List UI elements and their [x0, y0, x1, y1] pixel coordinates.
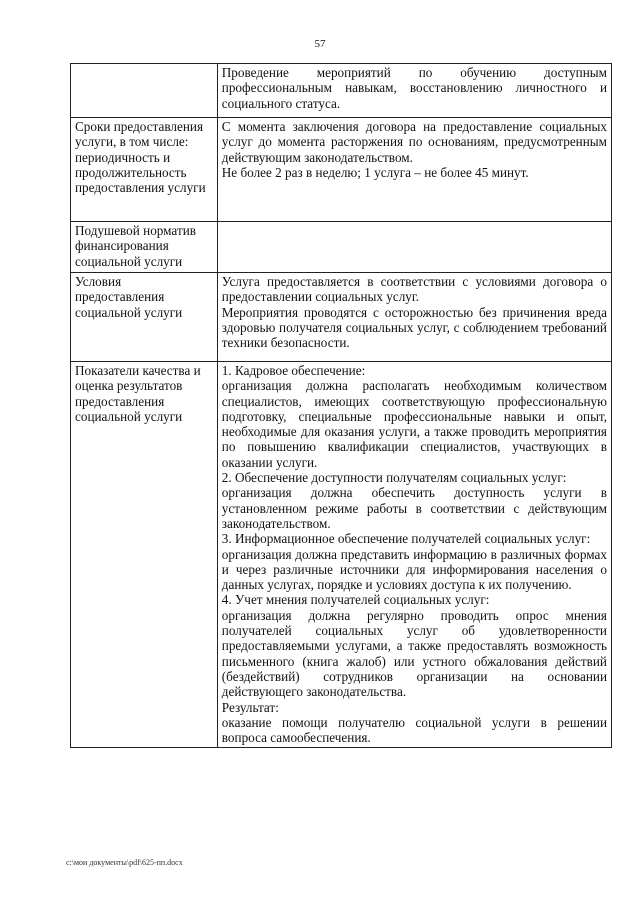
- row-label: Сроки предоставления услуги, в том числе: периодичность и продолжительность предоставления услуги: [75, 119, 206, 196]
- row-label-cell: [71, 222, 218, 273]
- cell-text: Не более 2 раз в неделю; 1 услуга – не более 45 минут.: [221, 164, 529, 180]
- row-label: Условия предоставления социальной услуги: [75, 274, 183, 320]
- cell-text: Мероприятия проводятся с осторожностью без причинения вреда здоровью получателя социальных услуг, с соблюдением требований техники безопасности.: [221, 304, 607, 351]
- row-content-cell: [217, 118, 611, 222]
- row-content-cell: [217, 222, 611, 273]
- cell-text: 2. Обеспечение доступности получателям социальных услуг:: [221, 470, 567, 486]
- cell-text: организация должна располагать необходимым количеством специалистов, имеющих соответствующую профессиональную подготовку, специальные профессиональные навыки и опыт, необходимые для оказания услуги, а также проводить мероприятия по повышению квалификации специалистов, участвующих в оказании услуги.: [221, 378, 607, 470]
- row-label-cell: [71, 362, 218, 748]
- row-content-cell: [217, 64, 611, 118]
- row-label-cell: [71, 118, 218, 222]
- table-row: [71, 362, 612, 748]
- row-label-cell: [71, 64, 218, 118]
- cell-text: С момента заключения договора на предоставление социальных услуг до момента расторжения по основаниям, предусмотренным действующим законодательством.: [221, 119, 607, 165]
- cell-text: 3. Информационное обеспечение получателей социальных услуг:: [221, 531, 591, 547]
- row-label: Показатели качества и оценка результатов предоставления социальной услуги: [75, 363, 201, 424]
- row-content-cell: [217, 273, 611, 362]
- service-standard-table: [70, 63, 612, 748]
- page-number: 57: [314, 38, 326, 50]
- cell-text: оказание помощи получателю социальной услуги в решении вопроса самообеспечения.: [221, 714, 607, 746]
- cell-text: Проведение мероприятий по обучению доступным профессиональным навыкам, восстановлению личностного и социального статуса.: [221, 65, 607, 111]
- cell-text: Услуга предоставляется в соответствии с условиями договора о предоставлении социальных услуг.: [221, 274, 607, 305]
- row-label: Подушевой норматив финансирования социальной услуги: [75, 223, 196, 269]
- cell-text: 4. Учет мнения получателей социальных услуг:: [221, 592, 490, 608]
- cell-text: 1. Кадровое обеспечение:: [221, 363, 366, 378]
- cell-text: организация должна обеспечить доступность услуги в установленном режиме работы в соответствии с действующим законодательством.: [221, 485, 607, 531]
- cell-text: организация должна представить информацию в различных формах и через различные источники для информирования населения о данных услугах, порядке и условиях доступа к их получению.: [221, 546, 607, 593]
- table-row: [71, 64, 612, 118]
- cell-text: Результат:: [221, 699, 279, 715]
- file-path-footer: c:\мои документы\pdf\625-пп.docx: [66, 858, 183, 867]
- table-row: [71, 273, 612, 362]
- cell-text: организация должна регулярно проводить опрос мнения получателей социальных услуг об удовлетворенности предоставляемыми услугами, а также предоставлять возможность письменного (книга жалоб) или устного обжалования действий (бездействий) сотрудников организации на основании действующего законодательства.: [221, 607, 607, 700]
- table-row: [71, 222, 612, 273]
- row-content-cell: [217, 362, 611, 748]
- table-row: [71, 118, 612, 222]
- row-label-cell: [71, 273, 218, 362]
